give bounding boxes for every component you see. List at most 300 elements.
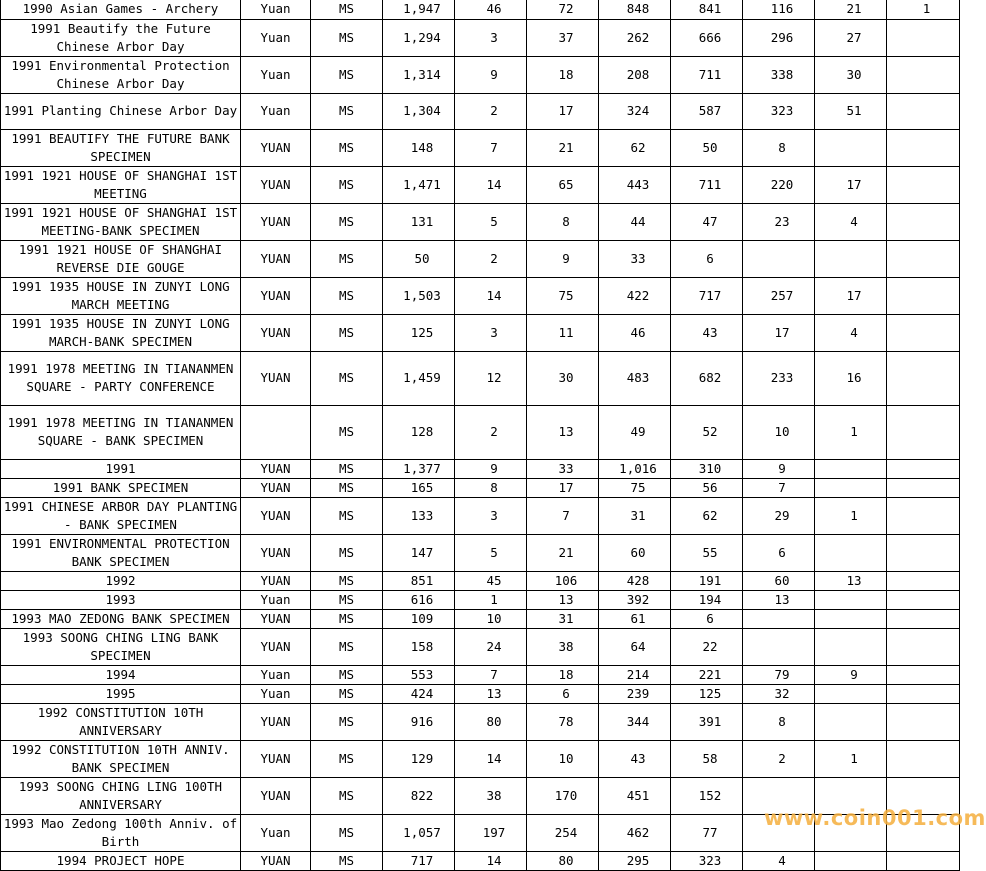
- grade-count-cell: 17: [815, 166, 887, 203]
- total-count-cell: 148: [383, 129, 455, 166]
- table-row: [1, 351, 960, 405]
- grade-count-cell: 9: [815, 665, 887, 684]
- table-row: [1, 703, 960, 740]
- grade-count-cell: [743, 609, 815, 628]
- grade-count-cell: 64: [599, 628, 671, 665]
- grade-count-cell: 58: [671, 740, 743, 777]
- coin-name-cell: 1991 1921 HOUSE OF SHANGHAI REVERSE DIE GOUGE: [1, 240, 241, 277]
- grade-count-cell: 254: [527, 814, 599, 851]
- coin-name-cell: 1991 ENVIRONMENTAL PROTECTION BANK SPECIMEN: [1, 534, 241, 571]
- grade-cell: MS: [311, 56, 383, 93]
- denomination-cell: YUAN: [241, 459, 311, 478]
- grade-count-cell: 5: [455, 534, 527, 571]
- grade-count-cell: 62: [671, 497, 743, 534]
- grade-cell: MS: [311, 93, 383, 129]
- grade-count-cell: 79: [743, 665, 815, 684]
- grade-count-cell: 18: [527, 56, 599, 93]
- grade-cell: MS: [311, 628, 383, 665]
- grade-count-cell: 78: [527, 703, 599, 740]
- grade-count-cell: 13: [815, 571, 887, 590]
- grade-count-cell: [887, 166, 960, 203]
- grade-count-cell: 451: [599, 777, 671, 814]
- grade-count-cell: 24: [455, 628, 527, 665]
- grade-count-cell: [887, 497, 960, 534]
- denomination-cell: [241, 405, 311, 459]
- coin-name-cell: 1991 1978 MEETING IN TIANANMEN SQUARE - PARTY CONFERENCE: [1, 351, 241, 405]
- grade-cell: MS: [311, 0, 383, 19]
- grade-count-cell: 60: [743, 571, 815, 590]
- grade-count-cell: 22: [671, 628, 743, 665]
- grade-cell: MS: [311, 665, 383, 684]
- grade-count-cell: 682: [671, 351, 743, 405]
- grade-count-cell: 7: [455, 665, 527, 684]
- grade-cell: MS: [311, 609, 383, 628]
- grade-count-cell: [887, 777, 960, 814]
- coin-name-cell: 1994 PROJECT HOPE: [1, 851, 241, 870]
- grade-count-cell: 52: [671, 405, 743, 459]
- grade-count-cell: [887, 478, 960, 497]
- grade-count-cell: 8: [743, 129, 815, 166]
- grade-cell: MS: [311, 590, 383, 609]
- grade-count-cell: [815, 240, 887, 277]
- grade-count-cell: [815, 609, 887, 628]
- grade-count-cell: [887, 277, 960, 314]
- grade-count-cell: 8: [743, 703, 815, 740]
- grade-count-cell: [887, 684, 960, 703]
- table-row: [1, 56, 960, 93]
- grade-count-cell: 3: [455, 19, 527, 56]
- total-count-cell: 822: [383, 777, 455, 814]
- table-row: [1, 203, 960, 240]
- watermark-logo: www.coin001.com: [764, 806, 986, 830]
- denomination-cell: Yuan: [241, 590, 311, 609]
- grade-count-cell: [815, 814, 887, 851]
- table-row: [1, 851, 960, 870]
- denomination-cell: YUAN: [241, 851, 311, 870]
- coin-name-cell: 1991: [1, 459, 241, 478]
- grade-count-cell: 391: [671, 703, 743, 740]
- grade-count-cell: 43: [599, 740, 671, 777]
- grade-count-cell: 72: [527, 0, 599, 19]
- grade-count-cell: [887, 571, 960, 590]
- total-count-cell: 125: [383, 314, 455, 351]
- grade-count-cell: [887, 56, 960, 93]
- table-row: [1, 478, 960, 497]
- coin-name-cell: 1991 BANK SPECIMEN: [1, 478, 241, 497]
- grade-count-cell: 428: [599, 571, 671, 590]
- grade-count-cell: 13: [527, 590, 599, 609]
- total-count-cell: 616: [383, 590, 455, 609]
- grade-cell: MS: [311, 166, 383, 203]
- grade-count-cell: 125: [671, 684, 743, 703]
- grade-count-cell: 191: [671, 571, 743, 590]
- grade-count-cell: [887, 814, 960, 851]
- grade-count-cell: [815, 703, 887, 740]
- grade-count-cell: 116: [743, 0, 815, 19]
- grade-count-cell: 587: [671, 93, 743, 129]
- denomination-cell: YUAN: [241, 703, 311, 740]
- total-count-cell: 851: [383, 571, 455, 590]
- table-row: [1, 628, 960, 665]
- grade-count-cell: 75: [599, 478, 671, 497]
- denomination-cell: Yuan: [241, 56, 311, 93]
- coin-name-cell: 1991 BEAUTIFY THE FUTURE BANK SPECIMEN: [1, 129, 241, 166]
- grade-count-cell: [815, 129, 887, 166]
- grade-count-cell: 55: [671, 534, 743, 571]
- table-row: [1, 459, 960, 478]
- grade-count-cell: 220: [743, 166, 815, 203]
- grade-count-cell: [815, 628, 887, 665]
- grade-count-cell: 344: [599, 703, 671, 740]
- grade-count-cell: 3: [455, 497, 527, 534]
- table-row: [1, 571, 960, 590]
- table-row: [1, 93, 960, 129]
- total-count-cell: 1,314: [383, 56, 455, 93]
- grade-count-cell: 31: [527, 609, 599, 628]
- grade-cell: MS: [311, 459, 383, 478]
- grade-count-cell: 17: [743, 314, 815, 351]
- coin-name-cell: 1991 1978 MEETING IN TIANANMEN SQUARE - BANK SPECIMEN: [1, 405, 241, 459]
- grade-count-cell: 49: [599, 405, 671, 459]
- table-row: [1, 665, 960, 684]
- grade-count-cell: 77: [671, 814, 743, 851]
- grade-count-cell: 10: [527, 740, 599, 777]
- grade-cell: MS: [311, 240, 383, 277]
- grade-count-cell: [887, 314, 960, 351]
- grade-count-cell: [743, 814, 815, 851]
- coin-name-cell: 1995: [1, 684, 241, 703]
- grade-count-cell: 17: [815, 277, 887, 314]
- table-row: [1, 740, 960, 777]
- grade-cell: MS: [311, 203, 383, 240]
- table-row: [1, 19, 960, 56]
- grade-count-cell: [815, 777, 887, 814]
- grade-count-cell: [887, 129, 960, 166]
- total-count-cell: 131: [383, 203, 455, 240]
- grade-count-cell: 462: [599, 814, 671, 851]
- denomination-cell: YUAN: [241, 534, 311, 571]
- coin-name-cell: 1992 CONSTITUTION 10TH ANNIV. BANK SPECIMEN: [1, 740, 241, 777]
- total-count-cell: 147: [383, 534, 455, 571]
- grade-cell: MS: [311, 19, 383, 56]
- grade-count-cell: [815, 590, 887, 609]
- grade-cell: MS: [311, 277, 383, 314]
- coin-name-cell: 1991 Environmental Protection Chinese Arbor Day: [1, 56, 241, 93]
- grade-cell: MS: [311, 129, 383, 166]
- grade-count-cell: [887, 351, 960, 405]
- grade-count-cell: 323: [671, 851, 743, 870]
- grade-count-cell: [887, 609, 960, 628]
- table-row: [1, 590, 960, 609]
- grade-count-cell: 717: [671, 277, 743, 314]
- coin-name-cell: 1991 1935 HOUSE IN ZUNYI LONG MARCH MEETING: [1, 277, 241, 314]
- grade-count-cell: 194: [671, 590, 743, 609]
- grade-count-cell: 13: [743, 590, 815, 609]
- grade-count-cell: 9: [455, 56, 527, 93]
- grade-count-cell: [887, 534, 960, 571]
- grade-count-cell: 483: [599, 351, 671, 405]
- grade-count-cell: 4: [743, 851, 815, 870]
- grade-count-cell: 711: [671, 166, 743, 203]
- grade-count-cell: 60: [599, 534, 671, 571]
- grade-count-cell: 80: [527, 851, 599, 870]
- grade-count-cell: 21: [527, 129, 599, 166]
- grade-count-cell: 1: [887, 0, 960, 19]
- grade-count-cell: 262: [599, 19, 671, 56]
- table-row: [1, 314, 960, 351]
- grade-count-cell: 44: [599, 203, 671, 240]
- grade-count-cell: [815, 684, 887, 703]
- grade-count-cell: 6: [743, 534, 815, 571]
- grade-count-cell: 4: [815, 203, 887, 240]
- grade-count-cell: 33: [599, 240, 671, 277]
- denomination-cell: YUAN: [241, 314, 311, 351]
- grade-count-cell: [887, 590, 960, 609]
- total-count-cell: 133: [383, 497, 455, 534]
- coin-name-cell: 1993 SOONG CHING LING 100TH ANNIVERSARY: [1, 777, 241, 814]
- grade-count-cell: [743, 777, 815, 814]
- grade-count-cell: 7: [455, 129, 527, 166]
- grade-count-cell: 257: [743, 277, 815, 314]
- grade-count-cell: 5: [455, 203, 527, 240]
- grade-count-cell: 221: [671, 665, 743, 684]
- coin-name-cell: 1993: [1, 590, 241, 609]
- coin-name-cell: 1991 1921 HOUSE OF SHANGHAI 1ST MEETING: [1, 166, 241, 203]
- grade-cell: MS: [311, 703, 383, 740]
- grade-count-cell: 443: [599, 166, 671, 203]
- denomination-cell: Yuan: [241, 684, 311, 703]
- total-count-cell: 50: [383, 240, 455, 277]
- grade-count-cell: 2: [455, 405, 527, 459]
- grade-count-cell: 214: [599, 665, 671, 684]
- grade-count-cell: [887, 703, 960, 740]
- table-row: [1, 814, 960, 851]
- coin-name-cell: 1991 1921 HOUSE OF SHANGHAI 1ST MEETING-BANK SPECIMEN: [1, 203, 241, 240]
- grade-count-cell: [815, 534, 887, 571]
- grade-count-cell: 295: [599, 851, 671, 870]
- grade-cell: MS: [311, 571, 383, 590]
- denomination-cell: Yuan: [241, 814, 311, 851]
- grade-count-cell: 233: [743, 351, 815, 405]
- grade-cell: MS: [311, 851, 383, 870]
- grade-count-cell: 2: [743, 740, 815, 777]
- total-count-cell: 1,503: [383, 277, 455, 314]
- grade-cell: MS: [311, 814, 383, 851]
- grade-count-cell: 75: [527, 277, 599, 314]
- grade-count-cell: 27: [815, 19, 887, 56]
- grade-count-cell: 1: [455, 590, 527, 609]
- grade-count-cell: 239: [599, 684, 671, 703]
- grade-cell: MS: [311, 405, 383, 459]
- grade-count-cell: 8: [455, 478, 527, 497]
- grade-count-cell: 18: [527, 665, 599, 684]
- grade-count-cell: 338: [743, 56, 815, 93]
- total-count-cell: 1,294: [383, 19, 455, 56]
- grade-count-cell: 38: [455, 777, 527, 814]
- grade-count-cell: 841: [671, 0, 743, 19]
- grade-count-cell: 13: [527, 405, 599, 459]
- grade-cell: MS: [311, 534, 383, 571]
- grade-count-cell: [887, 93, 960, 129]
- grade-count-cell: 29: [743, 497, 815, 534]
- grade-count-cell: 296: [743, 19, 815, 56]
- denomination-cell: YUAN: [241, 609, 311, 628]
- total-count-cell: 1,471: [383, 166, 455, 203]
- grade-count-cell: 17: [527, 93, 599, 129]
- grade-count-cell: 170: [527, 777, 599, 814]
- coin-name-cell: 1993 MAO ZEDONG BANK SPECIMEN: [1, 609, 241, 628]
- denomination-cell: YUAN: [241, 351, 311, 405]
- table-row: [1, 277, 960, 314]
- coin-name-cell: 1992 CONSTITUTION 10TH ANNIVERSARY: [1, 703, 241, 740]
- grade-count-cell: [815, 459, 887, 478]
- total-count-cell: 158: [383, 628, 455, 665]
- grade-count-cell: 31: [599, 497, 671, 534]
- grade-count-cell: 56: [671, 478, 743, 497]
- grade-count-cell: 17: [527, 478, 599, 497]
- grade-count-cell: [887, 628, 960, 665]
- table-row: [1, 166, 960, 203]
- grade-count-cell: 1,016: [599, 459, 671, 478]
- grade-count-cell: 323: [743, 93, 815, 129]
- grade-count-cell: 12: [455, 351, 527, 405]
- grade-count-cell: 80: [455, 703, 527, 740]
- denomination-cell: YUAN: [241, 571, 311, 590]
- grade-cell: MS: [311, 478, 383, 497]
- coin-name-cell: 1991 CHINESE ARBOR DAY PLANTING - BANK SPECIMEN: [1, 497, 241, 534]
- total-count-cell: 128: [383, 405, 455, 459]
- grade-count-cell: 10: [455, 609, 527, 628]
- grade-count-cell: 422: [599, 277, 671, 314]
- grade-count-cell: 1: [815, 497, 887, 534]
- grade-count-cell: 2: [455, 240, 527, 277]
- grade-count-cell: 65: [527, 166, 599, 203]
- grade-count-cell: 30: [527, 351, 599, 405]
- total-count-cell: 717: [383, 851, 455, 870]
- grade-count-cell: 46: [455, 0, 527, 19]
- total-count-cell: 424: [383, 684, 455, 703]
- table-row: [1, 497, 960, 534]
- total-count-cell: 165: [383, 478, 455, 497]
- grade-count-cell: 3: [455, 314, 527, 351]
- coin-name-cell: 1993 SOONG CHING LING BANK SPECIMEN: [1, 628, 241, 665]
- grade-count-cell: 7: [527, 497, 599, 534]
- grade-count-cell: 10: [743, 405, 815, 459]
- grade-count-cell: 9: [527, 240, 599, 277]
- grade-count-cell: [887, 405, 960, 459]
- total-count-cell: 1,947: [383, 0, 455, 19]
- total-count-cell: 1,459: [383, 351, 455, 405]
- grade-count-cell: 14: [455, 740, 527, 777]
- coin-name-cell: 1990 Asian Games - Archery: [1, 0, 241, 19]
- grade-cell: MS: [311, 314, 383, 351]
- table-row: [1, 534, 960, 571]
- grade-cell: MS: [311, 351, 383, 405]
- grade-count-cell: 16: [815, 351, 887, 405]
- grade-count-cell: 14: [455, 277, 527, 314]
- grade-count-cell: 14: [455, 851, 527, 870]
- denomination-cell: YUAN: [241, 240, 311, 277]
- grade-count-cell: 197: [455, 814, 527, 851]
- grade-count-cell: 2: [455, 93, 527, 129]
- denomination-cell: YUAN: [241, 497, 311, 534]
- table-row: [1, 405, 960, 459]
- grade-cell: MS: [311, 740, 383, 777]
- grade-count-cell: 208: [599, 56, 671, 93]
- denomination-cell: YUAN: [241, 129, 311, 166]
- grade-count-cell: 7: [743, 478, 815, 497]
- grade-cell: MS: [311, 497, 383, 534]
- denomination-cell: YUAN: [241, 740, 311, 777]
- table-row: [1, 240, 960, 277]
- denomination-cell: Yuan: [241, 665, 311, 684]
- grade-count-cell: 11: [527, 314, 599, 351]
- table-row: [1, 129, 960, 166]
- grade-count-cell: [743, 628, 815, 665]
- grade-count-cell: 848: [599, 0, 671, 19]
- grade-count-cell: 392: [599, 590, 671, 609]
- grade-count-cell: 152: [671, 777, 743, 814]
- grade-count-cell: [887, 851, 960, 870]
- grade-count-cell: 51: [815, 93, 887, 129]
- grade-count-cell: 32: [743, 684, 815, 703]
- grade-count-cell: 47: [671, 203, 743, 240]
- grade-count-cell: 666: [671, 19, 743, 56]
- grade-count-cell: 9: [743, 459, 815, 478]
- denomination-cell: Yuan: [241, 0, 311, 19]
- grade-count-cell: 21: [527, 534, 599, 571]
- table-row: [1, 684, 960, 703]
- grade-cell: MS: [311, 684, 383, 703]
- grade-count-cell: [887, 240, 960, 277]
- grade-count-cell: 6: [671, 240, 743, 277]
- table-row: [1, 777, 960, 814]
- grade-count-cell: 50: [671, 129, 743, 166]
- grade-count-cell: [887, 19, 960, 56]
- grade-count-cell: [887, 459, 960, 478]
- grade-count-cell: 14: [455, 166, 527, 203]
- grade-count-cell: [815, 478, 887, 497]
- grade-count-cell: 1: [815, 740, 887, 777]
- denomination-cell: YUAN: [241, 777, 311, 814]
- grade-count-cell: [743, 240, 815, 277]
- grade-count-cell: 4: [815, 314, 887, 351]
- grade-count-cell: 13: [455, 684, 527, 703]
- grade-count-cell: 61: [599, 609, 671, 628]
- total-count-cell: 916: [383, 703, 455, 740]
- grade-count-cell: 6: [671, 609, 743, 628]
- grade-count-cell: [887, 665, 960, 684]
- denomination-cell: YUAN: [241, 478, 311, 497]
- grade-count-cell: 30: [815, 56, 887, 93]
- total-count-cell: 553: [383, 665, 455, 684]
- grade-count-cell: [887, 740, 960, 777]
- grade-count-cell: 310: [671, 459, 743, 478]
- grade-count-cell: 23: [743, 203, 815, 240]
- total-count-cell: 1,304: [383, 93, 455, 129]
- grade-count-cell: [887, 203, 960, 240]
- table-row: [1, 609, 960, 628]
- grade-count-cell: 106: [527, 571, 599, 590]
- total-count-cell: 1,377: [383, 459, 455, 478]
- coin-name-cell: 1991 1935 HOUSE IN ZUNYI LONG MARCH-BANK SPECIMEN: [1, 314, 241, 351]
- grade-count-cell: 9: [455, 459, 527, 478]
- grade-count-cell: 1: [815, 405, 887, 459]
- grade-count-cell: 45: [455, 571, 527, 590]
- denomination-cell: YUAN: [241, 277, 311, 314]
- grade-count-cell: 8: [527, 203, 599, 240]
- grade-count-cell: 21: [815, 0, 887, 19]
